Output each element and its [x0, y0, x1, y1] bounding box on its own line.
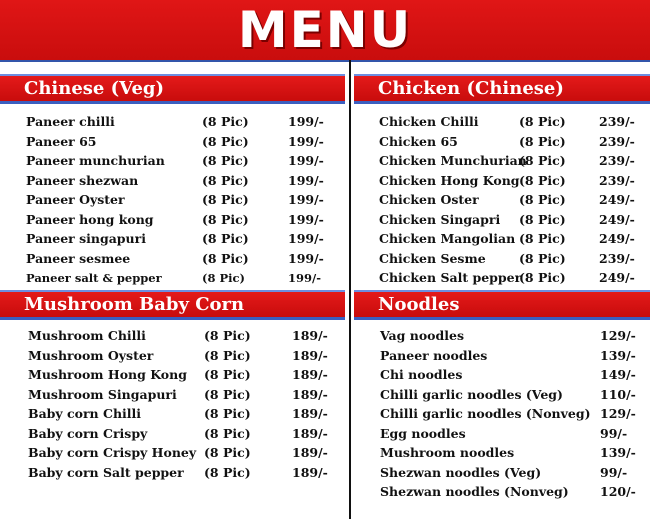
item-quantity: (8 Pic)	[202, 172, 249, 188]
menu-item-row	[379, 211, 650, 229]
item-name: Egg noodles	[380, 425, 466, 441]
section-title: Chinese (Veg)	[24, 77, 165, 99]
item-quantity: (8 Pic)	[519, 192, 566, 207]
item-price: 99/-	[600, 425, 628, 441]
item-name: Paneer shezwan	[26, 172, 139, 188]
item-name: Mushroom Chilli	[28, 328, 146, 343]
item-price: 199/-	[288, 211, 324, 227]
item-name: Mushroom Singapuri	[28, 386, 177, 402]
item-price: 99/-	[600, 464, 628, 480]
menu-item-row	[26, 250, 346, 268]
item-name: Paneer hong kong	[26, 211, 154, 227]
item-price: 199/-	[288, 192, 324, 207]
item-quantity: (8 Pic)	[519, 153, 566, 168]
item-name: Chicken 65	[379, 133, 458, 149]
item-price: 239/-	[599, 114, 635, 129]
menu-item-row	[379, 133, 650, 151]
item-quantity: (8 Pic)	[204, 406, 251, 421]
menu-item-row	[26, 230, 346, 248]
item-name: Mushroom Oyster	[28, 347, 154, 363]
item-price: 189/-	[292, 386, 328, 402]
item-name: Chicken Mangolian	[379, 231, 516, 246]
item-quantity: (8 Pic)	[204, 464, 251, 480]
item-name: Paneer munchurian	[26, 153, 165, 168]
item-price: 199/-	[288, 250, 324, 266]
section-title: Chicken (Chinese)	[378, 77, 564, 99]
item-name: Shezwan noodles (Veg)	[380, 464, 542, 480]
item-quantity: (8 Pic)	[202, 211, 249, 227]
item-quantity: (8 Pic)	[519, 133, 566, 149]
menu-item-row	[379, 113, 650, 131]
item-name: Chicken Oster	[379, 192, 479, 207]
item-price: 189/-	[292, 328, 328, 343]
item-name: Paneer sesmee	[26, 250, 131, 266]
menu-item-row	[379, 191, 650, 209]
item-price: 249/-	[599, 192, 635, 207]
item-name: Paneer singapuri	[26, 231, 146, 246]
menu-item-row	[379, 269, 650, 287]
item-quantity: (8 Pic)	[519, 250, 566, 266]
menu-item-row	[26, 269, 346, 287]
menu-item-row	[26, 113, 346, 131]
menu-item-row	[26, 211, 346, 229]
item-name: Chicken Salt pepper	[379, 270, 522, 285]
menu-item-row	[26, 191, 346, 209]
item-price: 239/-	[599, 133, 635, 149]
item-name: Paneer Oyster	[26, 192, 125, 207]
item-quantity: (8 Pic)	[204, 425, 251, 441]
menu-item-row	[28, 425, 346, 443]
menu-banner	[0, 0, 650, 62]
item-price: 189/-	[292, 425, 328, 441]
item-quantity: (8 Pic)	[519, 211, 566, 227]
item-quantity: (8 Pic)	[519, 114, 566, 129]
item-price: 239/-	[599, 250, 635, 266]
menu-item-row	[380, 366, 648, 384]
menu-item-row	[380, 327, 648, 345]
item-name: Paneer salt & pepper	[26, 271, 162, 285]
menu-item-row	[380, 444, 648, 462]
column-divider	[349, 60, 351, 519]
menu-item-row	[26, 152, 346, 170]
item-price: 249/-	[599, 211, 635, 227]
menu-item-row	[379, 230, 650, 248]
item-name: Mushroom Hong Kong	[28, 367, 187, 382]
menu-title: MENU	[237, 1, 413, 59]
item-quantity: (8 Pic)	[519, 270, 566, 285]
item-quantity: (8 Pic)	[202, 133, 249, 149]
item-price: 199/-	[288, 172, 324, 188]
section-title: Noodles	[378, 293, 460, 315]
menu-item-row	[380, 483, 648, 501]
item-name: Chicken Sesme	[379, 250, 486, 266]
item-name: Chicken Hong Kong	[379, 172, 520, 188]
menu-item-row	[26, 133, 346, 151]
item-price: 189/-	[292, 347, 328, 363]
item-name: Chilli garlic noodles (Nonveg)	[380, 406, 591, 421]
item-name: Paneer chilli	[26, 114, 115, 129]
menu-item-row	[26, 172, 346, 190]
item-price: 129/-	[600, 406, 636, 421]
item-quantity: (8 Pic)	[204, 328, 251, 343]
item-price: 139/-	[600, 445, 636, 460]
menu-item-row	[379, 250, 650, 268]
section-header-chicken-chinese	[354, 74, 650, 104]
item-price: 249/-	[599, 231, 635, 246]
menu-item-row	[28, 327, 346, 345]
menu-item-row	[28, 464, 346, 482]
item-price: 199/-	[288, 231, 324, 246]
item-price: 189/-	[292, 406, 328, 421]
section-header-noodles	[354, 290, 650, 320]
item-price: 239/-	[599, 153, 635, 168]
item-price: 199/-	[288, 114, 324, 129]
item-price: 239/-	[599, 172, 635, 188]
item-quantity: (8 Pic)	[202, 250, 249, 266]
item-quantity: (8 Pic)	[202, 153, 249, 168]
item-name: Chilli garlic noodles (Veg)	[380, 386, 563, 402]
menu-item-row	[28, 366, 346, 384]
item-price: 199/-	[288, 271, 321, 285]
item-quantity: (8 Pic)	[204, 347, 251, 363]
item-price: 139/-	[600, 347, 636, 363]
menu-item-row	[28, 347, 346, 365]
section-title: Mushroom Baby Corn	[24, 293, 245, 315]
item-price: 129/-	[600, 328, 636, 343]
menu-item-row	[379, 152, 650, 170]
item-name: Vag noodles	[380, 328, 464, 343]
item-price: 189/-	[292, 464, 328, 480]
item-name: Chicken Singapri	[379, 211, 501, 227]
item-price: 189/-	[292, 367, 328, 382]
menu-item-row	[380, 405, 648, 423]
menu-item-row	[28, 444, 346, 462]
item-price: 189/-	[292, 445, 328, 460]
item-price: 149/-	[600, 367, 636, 382]
item-quantity: (8 Pic)	[202, 231, 249, 246]
item-quantity: (8 Pic)	[202, 271, 245, 285]
menu-item-row	[380, 347, 648, 365]
item-price: 199/-	[288, 153, 324, 168]
item-name: Baby corn Chilli	[28, 406, 142, 421]
item-quantity: (8 Pic)	[202, 114, 249, 129]
item-quantity: (8 Pic)	[519, 172, 566, 188]
item-quantity: (8 Pic)	[519, 231, 566, 246]
menu-item-row	[380, 464, 648, 482]
menu-item-row	[380, 386, 648, 404]
item-name: Chicken Chilli	[379, 114, 479, 129]
item-name: Baby corn Salt pepper	[28, 464, 184, 480]
item-name: Baby corn Crispy Honey	[28, 445, 197, 460]
menu-item-row	[379, 172, 650, 190]
item-name: Paneer noodles	[380, 347, 488, 363]
item-price: 120/-	[600, 484, 636, 499]
item-price: 199/-	[288, 133, 324, 149]
item-name: Mushroom noodles	[380, 445, 515, 460]
item-name: Chi noodles	[380, 367, 463, 382]
item-quantity: (8 Pic)	[202, 192, 249, 207]
menu-item-row	[28, 386, 346, 404]
item-name: Paneer 65	[26, 133, 97, 149]
item-name: Shezwan noodles (Nonveg)	[380, 484, 569, 499]
item-quantity: (8 Pic)	[204, 445, 251, 460]
item-quantity: (8 Pic)	[204, 386, 251, 402]
menu-item-row	[28, 405, 346, 423]
item-price: 249/-	[599, 270, 635, 285]
section-header-mushroom-baby-corn	[0, 290, 345, 320]
menu-item-row	[380, 425, 648, 443]
item-name: Baby corn Crispy	[28, 425, 148, 441]
section-header-chinese-veg	[0, 74, 345, 104]
item-name: Chicken Munchurian	[379, 153, 527, 168]
item-quantity: (8 Pic)	[204, 367, 251, 382]
item-price: 110/-	[600, 386, 636, 402]
